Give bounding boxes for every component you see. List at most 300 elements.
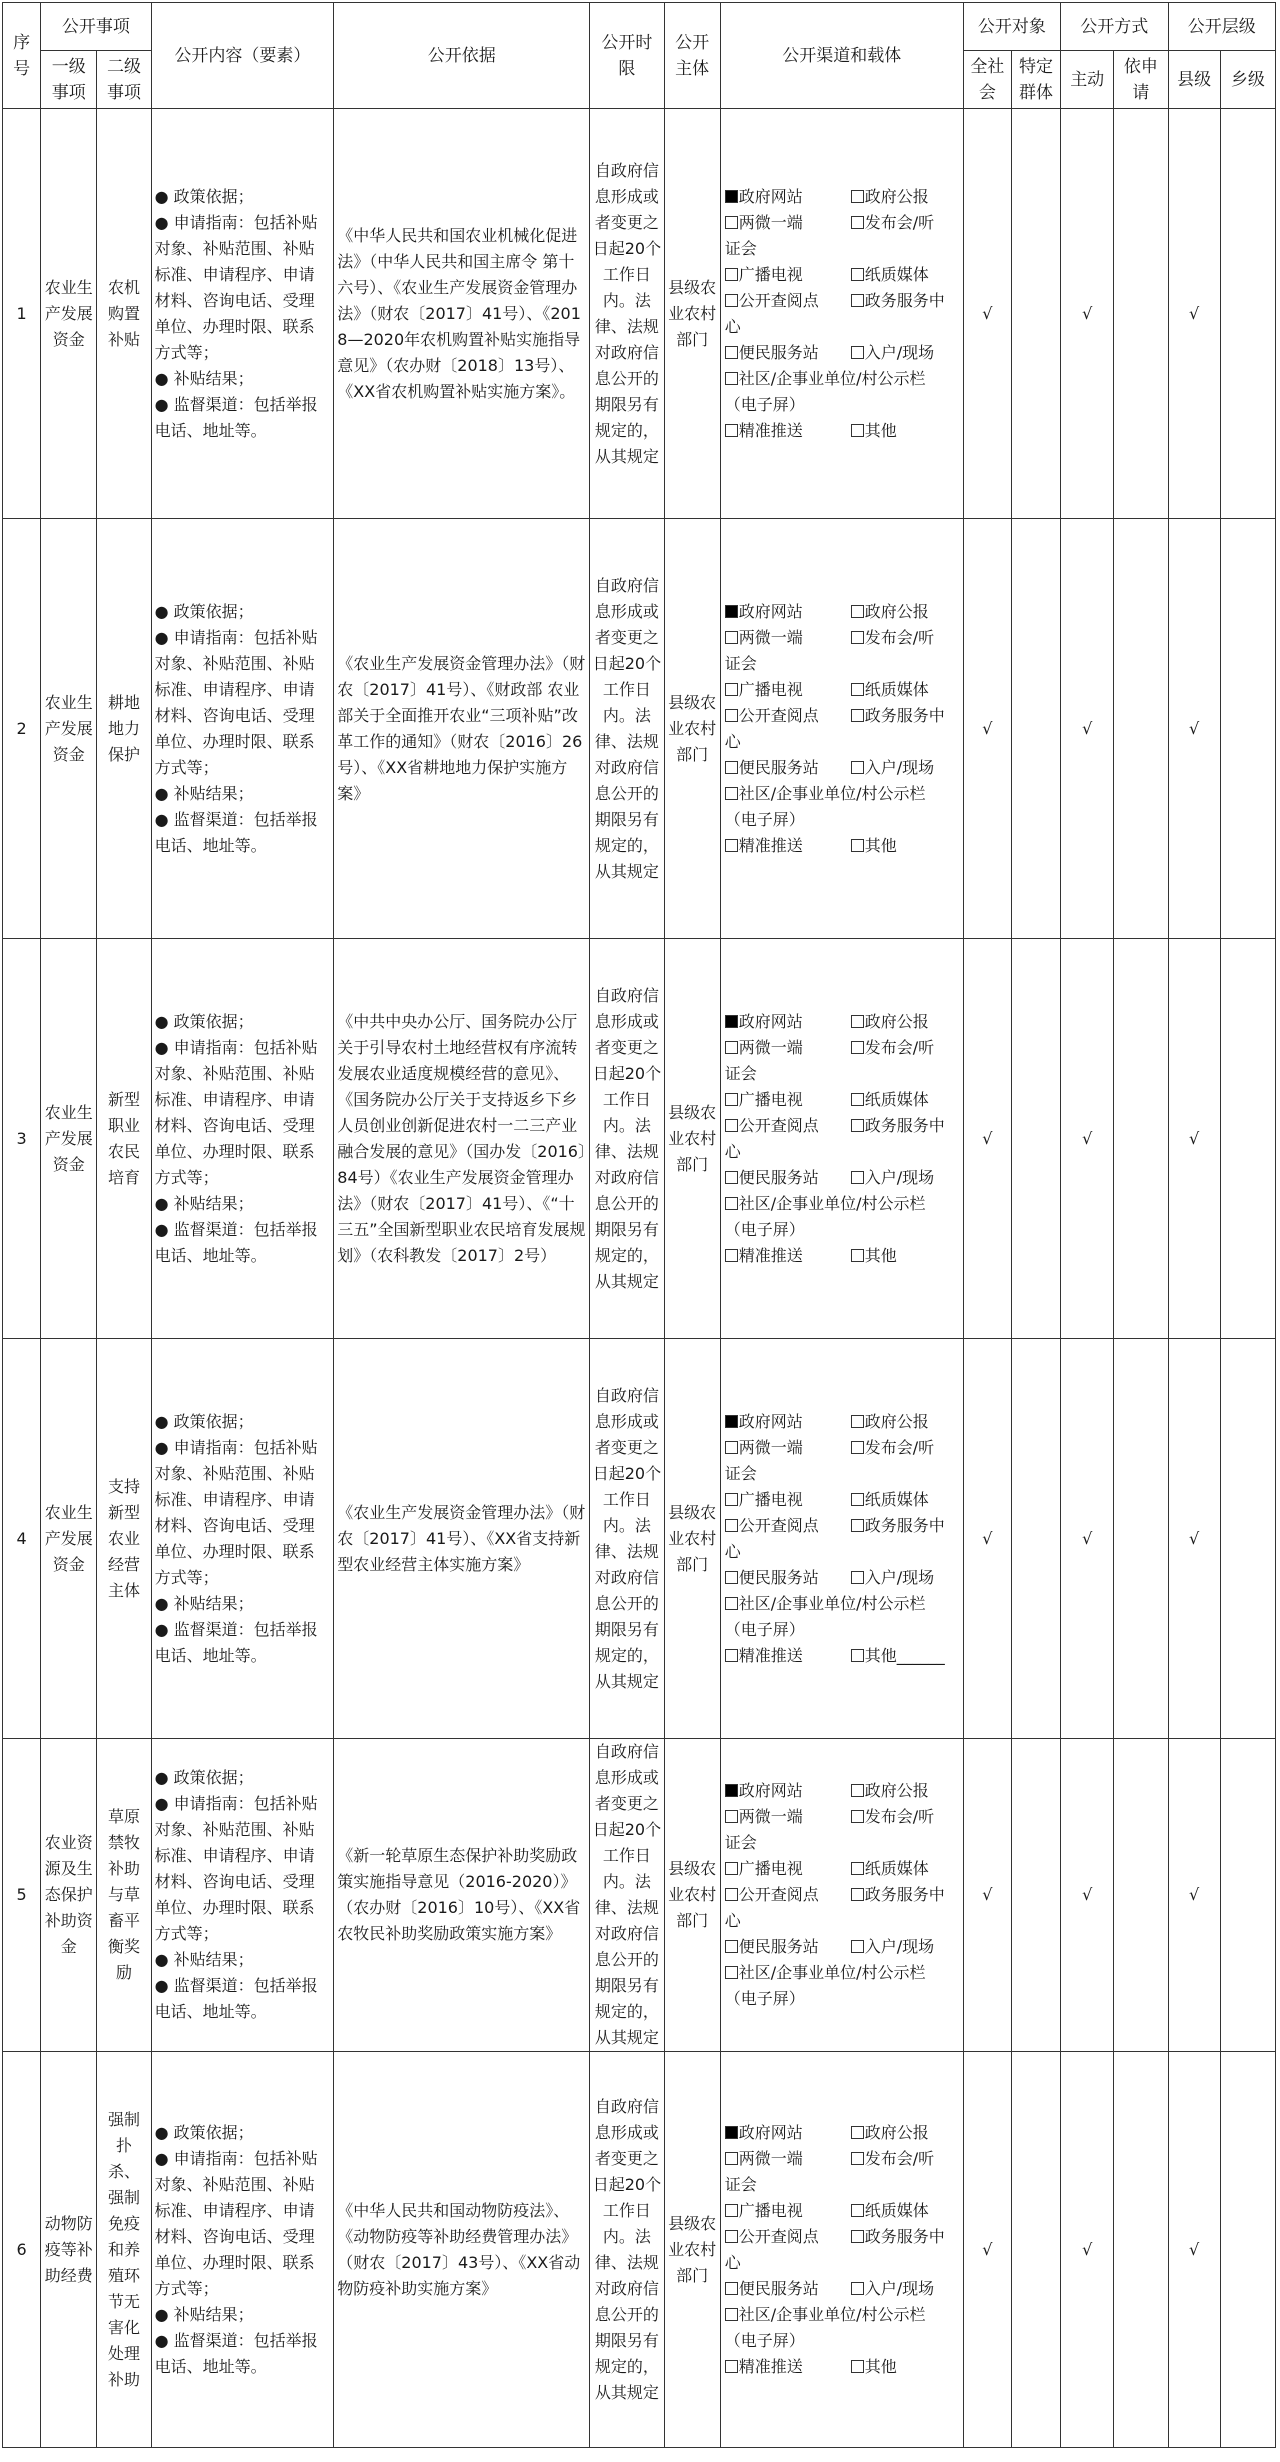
channel-option <box>725 2224 851 2250</box>
level-county-check: √ <box>1168 1739 1220 2052</box>
disclosure-channels <box>720 2052 963 2448</box>
header-mode-request: 依申请 <box>1114 51 1168 109</box>
channel-label: 两微一端 <box>738 1037 803 1057</box>
unchecked-box-icon <box>851 1171 864 1184</box>
channel-label: 精准推送 <box>738 1245 803 1265</box>
channel-option <box>851 1165 959 1191</box>
channel-option <box>851 184 959 210</box>
disclosure-subject: 县级农业农村部门 <box>664 1739 720 2052</box>
content-item: ● 补贴结果； <box>154 1193 254 1213</box>
disclosure-content <box>151 519 334 939</box>
channel-option <box>851 2146 959 2172</box>
table-row <box>3 939 1276 1339</box>
channel-option <box>851 625 959 651</box>
table-row <box>3 1739 1276 2052</box>
channel-label: 政务服务中 <box>864 1515 945 1535</box>
header-subject: 公开主体 <box>664 3 720 109</box>
level1-matter: 动物防疫等补助经费 <box>41 2052 97 2448</box>
channel-line <box>725 599 959 625</box>
channel-option <box>851 340 959 366</box>
channel-wrap-text: 心 <box>724 731 741 751</box>
unchecked-box-icon <box>725 1441 738 1454</box>
channel-option <box>851 2120 959 2146</box>
channel-option <box>851 599 959 625</box>
unchecked-box-icon <box>851 1249 864 1262</box>
unchecked-box-icon <box>725 1093 738 1106</box>
level2-matter: 强制扑杀、强制免疫和养殖环节无害化处理补助 <box>97 2052 151 2448</box>
mode-active-check: √ <box>1061 2052 1114 2448</box>
mode-active-check: √ <box>1061 1339 1114 1739</box>
channel-wrap-text: 心 <box>724 1911 741 1930</box>
channel-option <box>851 1009 959 1035</box>
channel-option <box>725 1934 851 1960</box>
channel-option <box>725 1643 851 1669</box>
channel-option <box>851 1487 959 1513</box>
mode-request-check <box>1114 1739 1168 2052</box>
channel-label: 其他 <box>864 835 897 855</box>
channel-line <box>725 703 959 729</box>
level-county-check: √ <box>1168 2052 1220 2448</box>
level-county-check: √ <box>1168 109 1220 519</box>
channel-wrap-text: 心 <box>724 1141 741 1161</box>
disclosure-standard-table <box>2 2 1276 2448</box>
channel-label: 政务服务中 <box>864 290 945 310</box>
level2-matter: 新型职业农民培育 <box>97 939 151 1339</box>
channel-line <box>725 2146 959 2172</box>
mode-active-check: √ <box>1061 109 1114 519</box>
disclosure-content <box>151 1739 334 2052</box>
channel-wrap-text: （电子屏） <box>724 809 805 829</box>
level2-matter: 草原禁牧补助与草畜平衡奖励 <box>97 1739 151 2052</box>
channel-wrap-text: （电子屏） <box>724 1619 805 1639</box>
channel-line <box>725 2198 959 2224</box>
channel-option <box>725 1009 851 1035</box>
level-township-check <box>1220 2052 1275 2448</box>
unchecked-box-icon <box>725 1888 738 1901</box>
content-item: ● 申请指南：包括补贴对象、补贴范围、补贴标准、申请程序、申请材料、咨询电话、受理单位、办理时限、联系方式等； <box>154 627 318 777</box>
unchecked-box-icon <box>725 2204 738 2217</box>
mode-request-check <box>1114 939 1168 1339</box>
channel-option <box>725 262 851 288</box>
channel-label: 社区/企事业单位/村公示栏 <box>738 368 926 388</box>
channel-label: 纸质媒体 <box>864 1089 929 1109</box>
channel-label: 入户/现场 <box>864 1567 935 1587</box>
channel-line <box>725 1113 959 1139</box>
disclosure-content <box>151 2052 334 2448</box>
unchecked-box-icon <box>851 424 864 437</box>
channel-label: 便民服务站 <box>738 342 819 362</box>
channel-label: 公开查阅点 <box>738 290 819 310</box>
disclosure-deadline: 自政府信息形成或者变更之日起20个工作日内。法律、法规对政府信息公开的期限另有规定的，从其规定 <box>590 109 664 519</box>
header-basis: 公开依据 <box>334 3 590 109</box>
channel-label: 政府公报 <box>864 1781 929 1800</box>
channel-line <box>725 1778 959 1804</box>
channel-line <box>725 1804 959 1830</box>
channel-wrap-text: （电子屏） <box>724 2330 805 2350</box>
channel-option <box>851 1087 959 1113</box>
audience-specific-check <box>1011 2052 1060 2448</box>
channel-line <box>725 1165 959 1191</box>
audience-specific-check <box>1011 1339 1060 1739</box>
channel-label: 公开查阅点 <box>738 705 819 725</box>
channel-option <box>851 1435 959 1461</box>
disclosure-channels <box>720 1739 963 2052</box>
channel-label: 广播电视 <box>738 264 803 284</box>
channel-label: 两微一端 <box>738 2148 803 2168</box>
header-level: 公开层级 <box>1168 3 1276 51</box>
mode-request-check <box>1114 2052 1168 2448</box>
disclosure-deadline: 自政府信息形成或者变更之日起20个工作日内。法律、法规对政府信息公开的期限另有规定的，从其规定 <box>590 519 664 939</box>
unchecked-box-icon <box>725 294 738 307</box>
unchecked-box-icon <box>725 1493 738 1506</box>
channel-option <box>725 1409 851 1435</box>
channel-line <box>725 340 959 366</box>
content-item: ● 监督渠道：包括举报电话、地址等。 <box>154 1619 318 1665</box>
disclosure-subject: 县级农业农村部门 <box>664 109 720 519</box>
content-item: ● 申请指南：包括补贴对象、补贴范围、补贴标准、申请程序、申请材料、咨询电话、受理单位、办理时限、联系方式等； <box>154 212 318 362</box>
channel-line <box>725 1513 959 1539</box>
channel-option <box>725 755 851 781</box>
channel-label: 政务服务中 <box>864 1885 945 1904</box>
channel-option <box>851 288 959 314</box>
audience-all-check: √ <box>963 1739 1011 2052</box>
channel-option <box>851 1778 959 1804</box>
unchecked-box-icon <box>851 2230 864 2243</box>
channel-option <box>851 1882 959 1908</box>
channel-label: 广播电视 <box>738 1089 803 1109</box>
channel-option <box>851 418 959 444</box>
channel-option <box>851 2198 959 2224</box>
header-aud-specific: 特定群体 <box>1011 51 1060 109</box>
level1-matter: 农业生产发展资金 <box>41 519 97 939</box>
channel-option <box>851 755 959 781</box>
disclosure-basis: 《中华人民共和国动物防疫法》、《动物防疫等补助经费管理办法》（财农〔2017〕43号）、《XX省动物防疫补助实施方案》 <box>334 2052 590 2448</box>
unchecked-box-icon <box>851 294 864 307</box>
level1-matter: 农业生产发展资金 <box>41 1339 97 1739</box>
channel-option <box>851 2276 959 2302</box>
disclosure-basis: 《农业生产发展资金管理办法》（财农〔2017〕41号）、《XX省支持新型农业经营主体实施方案》 <box>334 1339 590 1739</box>
checked-box-icon <box>725 1415 738 1428</box>
channel-label: 广播电视 <box>738 2200 803 2220</box>
level-township-check <box>1220 939 1275 1339</box>
channel-label: 便民服务站 <box>738 2278 819 2298</box>
channel-option <box>725 1087 851 1113</box>
level-county-check: √ <box>1168 1339 1220 1739</box>
channel-line <box>725 2224 959 2250</box>
channel-wrap-text: （电子屏） <box>724 394 805 414</box>
channel-label: 其他 <box>864 1245 897 1265</box>
level1-matter: 农业资源及生态保护补助资金 <box>41 1739 97 2052</box>
channel-label: 纸质媒体 <box>864 264 929 284</box>
channel-label: 公开查阅点 <box>738 1515 819 1535</box>
channel-label: 纸质媒体 <box>864 2200 929 2220</box>
channel-option <box>725 418 851 444</box>
disclosure-deadline: 自政府信息形成或者变更之日起20个工作日内。法律、法规对政府信息公开的期限另有规定的，从其规定 <box>590 1339 664 1739</box>
level-township-check <box>1220 109 1275 519</box>
audience-all-check: √ <box>963 109 1011 519</box>
header-aud-all: 全社会 <box>963 51 1011 109</box>
channel-option <box>725 703 851 729</box>
content-item: ● 政策依据； <box>154 601 254 621</box>
channel-label: 纸质媒体 <box>864 679 929 699</box>
unchecked-box-icon <box>725 346 738 359</box>
channel-label: 入户/现场 <box>864 757 935 777</box>
channel-wrap-text: 心 <box>724 316 741 336</box>
checked-box-icon <box>725 2126 738 2139</box>
channel-label: 发布会/听 <box>864 1437 935 1457</box>
channel-label: 公开查阅点 <box>738 1885 819 1904</box>
header-deadline: 公开时限 <box>590 3 664 109</box>
channel-line <box>725 1409 959 1435</box>
unchecked-box-icon <box>725 1119 738 1132</box>
channel-option <box>851 1804 959 1830</box>
channel-label: 政府公报 <box>864 1011 929 1031</box>
channel-line <box>725 418 959 444</box>
unchecked-box-icon <box>725 1171 738 1184</box>
content-item: ● 申请指南：包括补贴对象、补贴范围、补贴标准、申请程序、申请材料、咨询电话、受理单位、办理时限、联系方式等； <box>154 1437 318 1587</box>
unchecked-box-icon <box>725 1862 738 1875</box>
unchecked-box-icon <box>725 1966 738 1979</box>
channel-option <box>725 2198 851 2224</box>
channel-option <box>725 1165 851 1191</box>
channel-option <box>725 1243 851 1269</box>
unchecked-box-icon <box>851 2204 864 2217</box>
content-item: ● 监督渠道：包括举报电话、地址等。 <box>154 1219 318 1265</box>
unchecked-box-icon <box>851 216 864 229</box>
channel-option <box>725 625 851 651</box>
channel-label: 广播电视 <box>738 679 803 699</box>
channel-option <box>725 1435 851 1461</box>
row-number: 3 <box>3 939 41 1339</box>
channel-option <box>725 1035 851 1061</box>
channel-label: 社区/企事业单位/村公示栏 <box>738 2304 926 2324</box>
channel-option <box>851 262 959 288</box>
mode-active-check: √ <box>1061 939 1114 1339</box>
channel-label: 广播电视 <box>738 1859 803 1878</box>
channel-option <box>725 1487 851 1513</box>
channel-wrap-text: （电子屏） <box>724 1219 805 1239</box>
table-row <box>3 1339 1276 1739</box>
header-seq: 序号 <box>3 3 41 109</box>
channel-label: 其他 <box>864 420 897 440</box>
unchecked-box-icon <box>851 2360 864 2373</box>
content-item: ● 补贴结果； <box>154 368 254 388</box>
content-item: ● 监督渠道：包括举报电话、地址等。 <box>154 809 318 855</box>
channel-label: 政府网站 <box>738 186 803 206</box>
channel-option <box>725 2354 851 2380</box>
checked-box-icon <box>725 1015 738 1028</box>
channel-option <box>725 2146 851 2172</box>
channel-option <box>851 1934 959 1960</box>
channel-option <box>851 1243 959 1269</box>
channel-label: 精准推送 <box>738 835 803 855</box>
channel-label: 政府网站 <box>738 2122 803 2142</box>
channel-line <box>725 677 959 703</box>
table-row <box>3 2052 1276 2448</box>
content-item: ● 政策依据； <box>154 2122 254 2142</box>
channel-option <box>851 1856 959 1882</box>
disclosure-content <box>151 939 334 1339</box>
channel-label: 纸质媒体 <box>864 1489 929 1509</box>
channel-label: 政务服务中 <box>864 1115 945 1135</box>
channel-line <box>725 1087 959 1113</box>
header-audience: 公开对象 <box>963 3 1060 51</box>
channel-line <box>725 1243 959 1269</box>
other-blank-line: ______ <box>896 1645 945 1665</box>
row-number: 6 <box>3 2052 41 2448</box>
channel-label: 政府网站 <box>738 1411 803 1431</box>
audience-specific-check <box>1011 519 1060 939</box>
content-item: ● 申请指南：包括补贴对象、补贴范围、补贴标准、申请程序、申请材料、咨询电话、受理单位、办理时限、联系方式等； <box>154 1037 318 1187</box>
unchecked-box-icon <box>851 2152 864 2165</box>
header-content: 公开内容（要素） <box>151 3 334 109</box>
content-item: ● 补贴结果； <box>154 783 254 803</box>
unchecked-box-icon <box>725 1940 738 1953</box>
channel-label: 政务服务中 <box>864 705 945 725</box>
channel-wrap-text: 证会 <box>724 1063 757 1083</box>
content-item: ● 监督渠道：包括举报电话、地址等。 <box>154 1976 318 2021</box>
unchecked-box-icon <box>725 268 738 281</box>
channel-wrap-text: 证会 <box>724 238 757 258</box>
channel-option <box>851 1035 959 1061</box>
channel-wrap-text: 证会 <box>724 1833 757 1852</box>
table-row <box>3 519 1276 939</box>
unchecked-box-icon <box>851 1862 864 1875</box>
unchecked-box-icon <box>851 631 864 644</box>
channel-option <box>725 1191 959 1217</box>
header-mode-active: 主动 <box>1061 51 1114 109</box>
disclosure-channels <box>720 109 963 519</box>
unchecked-box-icon <box>851 1415 864 1428</box>
unchecked-box-icon <box>851 1519 864 1532</box>
channel-label: 社区/企事业单位/村公示栏 <box>738 1593 926 1613</box>
header-channels: 公开渠道和载体 <box>720 3 963 109</box>
mode-active-check: √ <box>1061 1739 1114 2052</box>
channel-label: 便民服务站 <box>738 1937 819 1956</box>
channel-wrap-text: （电子屏） <box>724 1989 805 2008</box>
header-mode: 公开方式 <box>1061 3 1168 51</box>
disclosure-content <box>151 109 334 519</box>
disclosure-deadline: 自政府信息形成或者变更之日起20个工作日内。法律、法规对政府信息公开的期限另有规定的，从其规定 <box>590 939 664 1339</box>
channel-option <box>725 1960 959 1986</box>
channel-line <box>725 1882 959 1908</box>
channel-label: 社区/企事业单位/村公示栏 <box>738 1963 926 1982</box>
channel-option <box>851 2354 959 2380</box>
content-item: ● 政策依据； <box>154 186 254 206</box>
audience-specific-check <box>1011 1739 1060 2052</box>
audience-specific-check <box>1011 109 1060 519</box>
channel-label: 广播电视 <box>738 1489 803 1509</box>
unchecked-box-icon <box>725 216 738 229</box>
unchecked-box-icon <box>725 839 738 852</box>
channel-option <box>725 2302 959 2328</box>
unchecked-box-icon <box>725 631 738 644</box>
channel-label: 精准推送 <box>738 1645 803 1665</box>
channel-option <box>725 2276 851 2302</box>
channel-option <box>851 1113 959 1139</box>
channel-line <box>725 1487 959 1513</box>
channel-label: 纸质媒体 <box>864 1859 929 1878</box>
channel-option <box>851 677 959 703</box>
disclosure-deadline: 自政府信息形成或者变更之日起20个工作日内。法律、法规对政府信息公开的期限另有规定的，从其规定 <box>590 2052 664 2448</box>
unchecked-box-icon <box>725 1197 738 1210</box>
content-item: ● 监督渠道：包括举报电话、地址等。 <box>154 2330 318 2376</box>
channel-option <box>725 781 959 807</box>
content-item: ● 补贴结果； <box>154 1950 254 1969</box>
unchecked-box-icon <box>725 2360 738 2373</box>
unchecked-box-icon <box>851 1119 864 1132</box>
unchecked-box-icon <box>851 761 864 774</box>
channel-line <box>725 833 959 859</box>
unchecked-box-icon <box>725 683 738 696</box>
unchecked-box-icon <box>725 1649 738 1662</box>
content-item: ● 补贴结果； <box>154 2304 254 2324</box>
audience-all-check: √ <box>963 2052 1011 2448</box>
channel-label: 政府网站 <box>738 601 803 621</box>
unchecked-box-icon <box>851 1888 864 1901</box>
channel-option <box>725 184 851 210</box>
content-item: ● 申请指南：包括补贴对象、补贴范围、补贴标准、申请程序、申请材料、咨询电话、受理单位、办理时限、联系方式等； <box>154 2148 318 2298</box>
channel-label: 两微一端 <box>738 1437 803 1457</box>
header-level-township: 乡级 <box>1220 51 1275 109</box>
channel-label: 入户/现场 <box>864 2278 935 2298</box>
channel-line <box>725 2120 959 2146</box>
unchecked-box-icon <box>851 1015 864 1028</box>
channel-label: 便民服务站 <box>738 1167 819 1187</box>
channel-option <box>725 599 851 625</box>
unchecked-box-icon <box>725 372 738 385</box>
channel-option <box>725 833 851 859</box>
channel-option <box>851 2224 959 2250</box>
mode-request-check <box>1114 519 1168 939</box>
channel-option <box>851 1513 959 1539</box>
channel-label: 政府公报 <box>864 601 929 621</box>
level-township-check <box>1220 519 1275 939</box>
unchecked-box-icon <box>725 709 738 722</box>
unchecked-box-icon <box>725 1249 738 1262</box>
channel-option <box>851 210 959 236</box>
table-row <box>3 109 1276 519</box>
audience-specific-check <box>1011 939 1060 1339</box>
channel-line <box>725 1934 959 1960</box>
channel-line <box>725 1435 959 1461</box>
channel-label: 入户/现场 <box>864 1167 935 1187</box>
channel-line <box>725 210 959 236</box>
channel-label: 社区/企事业单位/村公示栏 <box>738 1193 926 1213</box>
channel-label: 便民服务站 <box>738 757 819 777</box>
unchecked-box-icon <box>851 190 864 203</box>
channel-label: 其他 <box>864 2356 897 2376</box>
channel-label: 两微一端 <box>738 212 803 232</box>
channel-option <box>725 366 959 392</box>
channel-line <box>725 1009 959 1035</box>
content-item: ● 政策依据； <box>154 1768 254 1787</box>
channel-label: 两微一端 <box>738 627 803 647</box>
channel-label: 发布会/听 <box>864 627 935 647</box>
unchecked-box-icon <box>725 787 738 800</box>
channel-label: 两微一端 <box>738 1807 803 1826</box>
mode-active-check: √ <box>1061 519 1114 939</box>
channel-option <box>725 677 851 703</box>
channel-label: 公开查阅点 <box>738 1115 819 1135</box>
channel-option <box>725 1513 851 1539</box>
unchecked-box-icon <box>851 1940 864 1953</box>
unchecked-box-icon <box>725 424 738 437</box>
channel-label: 发布会/听 <box>864 212 935 232</box>
channel-wrap-text: 证会 <box>724 1463 757 1483</box>
unchecked-box-icon <box>851 2282 864 2295</box>
unchecked-box-icon <box>725 1597 738 1610</box>
